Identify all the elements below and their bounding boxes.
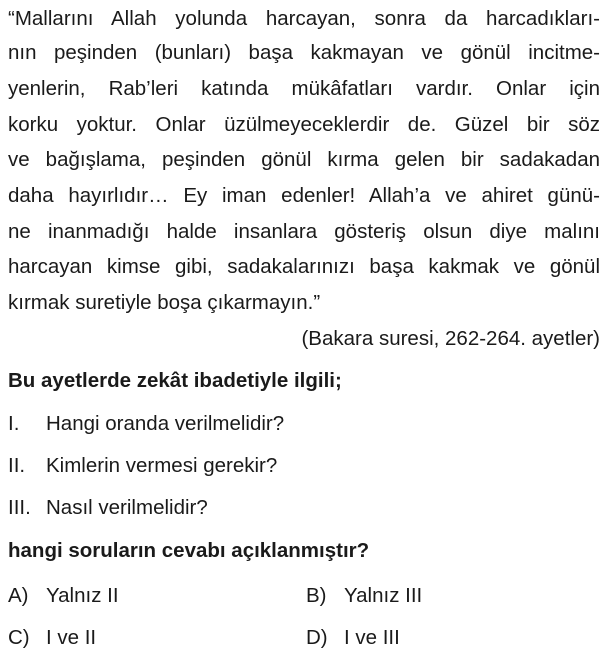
option-text: I ve II (46, 626, 97, 649)
question-stem: Bu ayetlerde zekât ibadetiyle ilgili; (8, 369, 342, 392)
option-letter: D) (306, 626, 328, 649)
option-a[interactable] (8, 583, 119, 609)
quote-line: kırmak suretiyle boşa çıkarmayın.” (8, 291, 321, 314)
option-d[interactable] (306, 625, 400, 651)
quote-line: “Mallarını Allah yolunda harcayan, sonra da harcadıkları- (8, 7, 600, 30)
option-text: I ve III (344, 626, 400, 649)
quote-line: ve bağışlama, peşinden gönül kırma gelen bir sadakadan (8, 148, 600, 171)
statement-number: II. (8, 454, 26, 477)
quote-line: daha hayırlıdır… Ey iman edenler! Allah’a ve ahiret günü- (8, 184, 600, 207)
option-c[interactable] (8, 625, 96, 651)
option-letter: C) (8, 626, 30, 649)
statement-text: Nasıl verilmelidir? (46, 496, 208, 519)
statement-number: I. (8, 412, 20, 435)
statement-number: III. (8, 496, 31, 519)
statement-text: Kimlerin vermesi gerekir? (46, 454, 278, 477)
question-prompt: hangi soruların cevabı açıklanmıştır? (8, 539, 370, 562)
statement-item (8, 495, 208, 521)
quote-line: ne inanmadığı halde insanlara gösteriş olsun diye malını (8, 220, 600, 243)
quote-line: harcayan kimse gibi, sadakalarınızı başa kakmak ve gönül (8, 255, 600, 278)
quote-line: yenlerin, Rab’leri katında mükâfatları vardır. Onlar için (8, 77, 600, 100)
statement-text: Hangi oranda verilmelidir? (46, 412, 285, 435)
quote-line: nın peşinden (bunları) başa kakmayan ve gönül incitme- (8, 41, 600, 64)
option-text: Yalnız III (344, 584, 423, 607)
quote-line: korku yoktur. Onlar üzülmeyeceklerdir de. Güzel bir söz (8, 113, 600, 136)
option-text: Yalnız II (46, 584, 119, 607)
option-letter: B) (306, 584, 327, 607)
option-letter: A) (8, 584, 29, 607)
option-b[interactable] (306, 583, 422, 609)
quote-source: (Bakara suresi, 262-264. ayetler) (301, 327, 600, 350)
statement-item (8, 453, 277, 479)
statement-item (8, 411, 284, 437)
